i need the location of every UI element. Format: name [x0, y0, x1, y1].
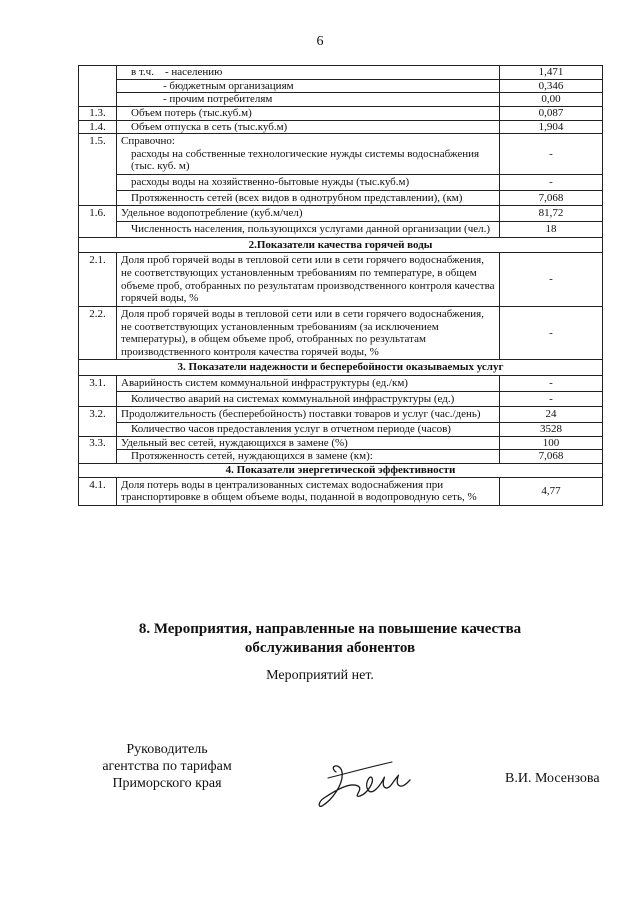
signer-position-line3: Приморского края [112, 776, 222, 791]
row-value: - [500, 253, 603, 307]
row-label [117, 134, 500, 175]
row-value: 0,087 [500, 106, 603, 120]
section-heading: 2.Показатели качества горячей воды [79, 237, 603, 253]
row-number: 2.2. [79, 306, 117, 360]
signer-position-line2: агентства по тарифам [102, 759, 232, 774]
row-number: 2.1. [79, 253, 117, 307]
row-number: 1.3. [79, 106, 117, 120]
reference-item: расходы на собственные технологические нужды системы водоснабжения (тыс. куб. м) [131, 147, 480, 173]
section-heading: 3. Показатели надежности и бесперебойности оказываемых услуг [79, 360, 603, 376]
row-number: 1.4. [79, 120, 117, 134]
section-row [79, 360, 603, 376]
table-row [79, 206, 603, 222]
table-row [79, 450, 603, 464]
table-row [79, 436, 603, 450]
row-label: - прочим потребителям [117, 93, 500, 107]
row-label: - бюджетным организациям [117, 79, 500, 93]
row-value: 0,346 [500, 79, 603, 93]
table-row [79, 376, 603, 392]
table-row [79, 407, 603, 423]
table-row [79, 253, 603, 307]
signer-name: В.И. Мосензова [505, 771, 600, 786]
row-label: Численность населения, пользующихся услугами данной организации (чел.) [117, 222, 500, 238]
row-value: - [500, 134, 603, 175]
row-number: 3.2. [79, 407, 117, 436]
section-row [79, 237, 603, 253]
table-row [79, 175, 603, 191]
row-label: в т.ч. - населению [117, 66, 500, 80]
section-row [79, 463, 603, 477]
section-heading: 4. Показатели энергетической эффективности [79, 463, 603, 477]
row-number: 1.5. [79, 134, 117, 206]
row-label: Протяженность сетей (всех видов в однотрубном представлении), (км) [117, 190, 500, 206]
table-row [79, 66, 603, 80]
row-value: - [500, 391, 603, 407]
row-value: 81,72 [500, 206, 603, 222]
row-value: 0,00 [500, 93, 603, 107]
row-number: 3.1. [79, 376, 117, 407]
row-value: 7,068 [500, 190, 603, 206]
row-label: Аварийность систем коммунальной инфраструктуры (ед./км) [117, 376, 500, 392]
section-8-title-line1: 8. Мероприятия, направленные на повышение качества [138, 621, 522, 637]
row-value: - [500, 306, 603, 360]
row-label: Количество аварий на системах коммунальной инфраструктуры (ед.) [117, 391, 500, 407]
table-row [79, 423, 603, 437]
table-row [79, 222, 603, 238]
row-number [79, 66, 117, 107]
row-label: Объем отпуска в сеть (тыс.куб.м) [117, 120, 500, 134]
table-row [79, 79, 603, 93]
row-value: 4,77 [500, 477, 603, 505]
signer-position [62, 741, 272, 792]
row-number: 1.6. [79, 206, 117, 237]
section-8-title [60, 620, 600, 658]
reference-heading: Справочно: [121, 135, 175, 148]
handwritten-signature [314, 756, 414, 810]
row-label: Количество часов предоставления услуг в отчетном периоде (часов) [117, 423, 500, 437]
table-row [79, 190, 603, 206]
row-value: 24 [500, 407, 603, 423]
row-label: Доля потерь воды в централизованных системах водоснабжения при транспортировке в общем объеме воды, поданной в водопроводную сеть, % [117, 477, 500, 505]
row-label: Объем потерь (тыс.куб.м) [117, 106, 500, 120]
row-label: Удельное водопотребление (куб.м/чел) [117, 206, 500, 222]
row-label: Доля проб горячей воды в тепловой сети или в сети горячего водоснабжения, не соответствующих установленным требованиям по температуре, в общем объеме проб, отобранных по результатам производственного контроля качества горячей воды, % [117, 253, 500, 307]
row-value: - [500, 376, 603, 392]
row-label: Продолжительность (бесперебойность) поставки товаров и услуг (час./день) [117, 407, 500, 423]
page-number: 6 [316, 34, 324, 49]
row-label: Протяженность сетей, нуждающихся в замене (км): [117, 450, 500, 464]
row-label: Удельный вес сетей, нуждающихся в замене (%) [117, 436, 500, 450]
row-number: 4.1. [79, 477, 117, 505]
row-value: 3528 [500, 423, 603, 437]
row-value: 1,904 [500, 120, 603, 134]
section-8-title-line2: обслуживания абонентов [244, 640, 416, 656]
table-row [79, 134, 603, 175]
table-row [79, 391, 603, 407]
no-measures-text: Мероприятий нет. [266, 668, 374, 683]
row-value: 1,471 [500, 66, 603, 80]
row-number: 3.3. [79, 436, 117, 463]
row-label: расходы воды на хозяйственно-бытовые нужды (тыс.куб.м) [117, 175, 500, 191]
table-row [79, 106, 603, 120]
row-value: 100 [500, 436, 603, 450]
row-value: - [500, 175, 603, 191]
table-row [79, 93, 603, 107]
row-value: 18 [500, 222, 603, 238]
row-label: Доля проб горячей воды в тепловой сети или в сети горячего водоснабжения, не соответствующих установленным требованиям (за исключением температуры), в общем объеме проб, отобранных по результатам производственного контроля качества горячей воды, % [117, 306, 500, 360]
table-row [79, 306, 603, 360]
row-value: 7,068 [500, 450, 603, 464]
table-row [79, 477, 603, 505]
table-row [79, 120, 603, 134]
indicators-table [78, 65, 603, 506]
signer-position-line1: Руководитель [126, 742, 208, 757]
